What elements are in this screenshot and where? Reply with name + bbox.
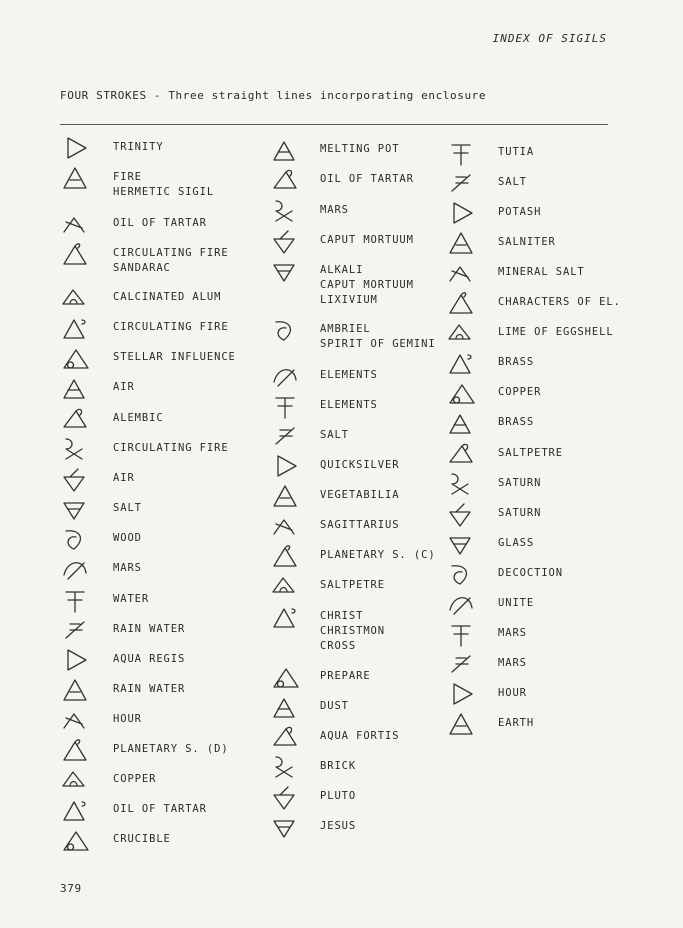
sigil-label: CRUCIBLE xyxy=(113,833,171,845)
sigil-label: CHRIST xyxy=(320,610,364,622)
sigil-entry xyxy=(498,145,534,160)
salt-sigil-icon xyxy=(270,422,300,452)
sigil-label: COPPER xyxy=(498,386,542,398)
sigil-entry xyxy=(113,290,221,305)
sigil-entry xyxy=(113,742,229,757)
sigil-entry xyxy=(498,175,527,190)
sigil-label: OIL OF TARTAR xyxy=(113,217,207,229)
sigil-label: LIXIVIUM xyxy=(320,294,378,306)
sigil-entry xyxy=(113,380,135,395)
water-sigil-icon xyxy=(60,586,90,616)
sigil-label: PLANETARY S. (D) xyxy=(113,743,229,755)
sigil-label: PLANETARY S. (C) xyxy=(320,549,436,561)
salt-sigil-icon xyxy=(60,495,90,525)
sigil-label: AMBRIEL xyxy=(320,323,371,335)
sigil-label: CIRCULATING FIRE xyxy=(113,442,229,454)
sigil-label: CHRISTMON xyxy=(320,625,385,637)
sigil-label: EARTH xyxy=(498,717,535,729)
unite-sigil-icon xyxy=(446,590,476,620)
sigil-label: QUICKSILVER xyxy=(320,459,400,471)
sigil-label: ELEMENTS xyxy=(320,369,378,381)
sigil-label: TRINITY xyxy=(113,141,164,153)
sigil-label: CHARACTERS OF EL. xyxy=(498,296,621,308)
sigil-entry xyxy=(320,699,349,714)
sigil-label: SPIRIT OF GEMINI xyxy=(320,338,436,350)
sigil-entry xyxy=(498,415,534,430)
circulating-fire-sigil-icon xyxy=(60,314,90,344)
sigil-label: STELLAR INFLUENCE xyxy=(113,351,236,363)
sagittarius-sigil-icon xyxy=(270,512,300,542)
saturn-sigil-icon xyxy=(446,470,476,500)
sigil-entry xyxy=(113,246,229,276)
sigil-label: CAPUT MORTUUM xyxy=(320,234,414,246)
sigil-entry xyxy=(498,626,527,641)
salt-sigil-icon xyxy=(446,169,476,199)
sigil-label: AQUA REGIS xyxy=(113,653,186,665)
decoction-sigil-icon xyxy=(446,560,476,590)
vegetabilia-sigil-icon xyxy=(270,482,300,512)
crucible-sigil-icon xyxy=(60,826,90,856)
mineral-salt-sigil-icon xyxy=(446,259,476,289)
sigil-label: JESUS xyxy=(320,820,357,832)
salniter-sigil-icon xyxy=(446,229,476,259)
sigil-label: AIR xyxy=(113,381,135,393)
sigil-label: MARS xyxy=(320,204,349,216)
sigil-entry xyxy=(320,142,399,157)
jesus-sigil-icon xyxy=(270,813,300,843)
sigil-entry xyxy=(320,518,399,533)
caput-mortuum-sigil-icon xyxy=(270,227,300,257)
stellar-influence-sigil-icon xyxy=(60,344,90,374)
sigil-entry xyxy=(113,350,236,365)
saltpetre-sigil-icon xyxy=(270,572,300,602)
sigil-label: WOOD xyxy=(113,532,142,544)
sigil-label: SALT xyxy=(113,502,142,514)
sigil-entry xyxy=(113,471,135,486)
sigil-entry xyxy=(113,561,142,576)
sigil-label: WATER xyxy=(113,593,150,605)
sigil-label: AIR xyxy=(113,472,135,484)
sigil-label: BRICK xyxy=(320,760,357,772)
sigil-entry xyxy=(498,205,541,220)
ambriel-sigil-icon xyxy=(270,316,300,346)
sigil-entry xyxy=(113,832,171,847)
circulating-fire-sigil-icon xyxy=(60,435,90,465)
sigil-entry xyxy=(113,216,207,231)
sigil-label: MELTING POT xyxy=(320,143,400,155)
sigil-entry xyxy=(113,682,185,697)
copper-sigil-icon xyxy=(60,766,90,796)
aqua-fortis-sigil-icon xyxy=(270,723,300,753)
sigil-entry xyxy=(113,501,142,516)
sigil-label: BRASS xyxy=(498,356,535,368)
sigil-label: SALT xyxy=(320,429,349,441)
sigil-entry xyxy=(320,488,399,503)
sigil-label: SALT xyxy=(498,176,527,188)
sigil-entry xyxy=(498,476,541,491)
christ-cross-sigil-icon xyxy=(270,603,300,633)
sigil-entry xyxy=(498,265,585,280)
page-number: 379 xyxy=(60,882,82,895)
sigil-label: POTASH xyxy=(498,206,542,218)
sigil-entry xyxy=(320,458,399,473)
alembic-sigil-icon xyxy=(60,405,90,435)
sigil-entry xyxy=(498,566,563,581)
sigil-entry xyxy=(498,235,556,250)
rain-water-sigil-icon xyxy=(60,616,90,646)
sigil-entry xyxy=(320,578,385,593)
earth-sigil-icon xyxy=(446,710,476,740)
saturn-sigil-icon xyxy=(446,500,476,530)
sigil-entry xyxy=(498,656,527,671)
sigil-entry xyxy=(320,819,356,834)
glass-sigil-icon xyxy=(446,530,476,560)
planetary-sigil-icon xyxy=(270,542,300,572)
sigil-label: SAGITTARIUS xyxy=(320,519,400,531)
brass-sigil-icon xyxy=(446,409,476,439)
sigil-label: MINERAL SALT xyxy=(498,266,585,278)
sigil-entry xyxy=(113,652,185,667)
saltpetre-sigil-icon xyxy=(446,440,476,470)
sigil-entry xyxy=(498,385,541,400)
sigil-entry xyxy=(320,729,399,744)
sigil-entry xyxy=(320,322,436,352)
quicksilver-sigil-icon xyxy=(270,452,300,482)
sigil-entry xyxy=(320,789,356,804)
sigil-label: SATURN xyxy=(498,507,542,519)
sigil-entry xyxy=(113,411,164,426)
sigil-label: CROSS xyxy=(320,640,357,652)
air-sigil-icon xyxy=(60,465,90,495)
copper-sigil-icon xyxy=(446,379,476,409)
air-sigil-icon xyxy=(60,374,90,404)
calcinated-alum-sigil-icon xyxy=(60,284,90,314)
tutia-sigil-icon xyxy=(446,139,476,169)
sigil-label: HOUR xyxy=(498,687,527,699)
aqua-regis-sigil-icon xyxy=(60,646,90,676)
lime-sigil-icon xyxy=(446,319,476,349)
sigil-label: DUST xyxy=(320,700,349,712)
sigil-label: HERMETIC SIGIL xyxy=(113,186,215,198)
sigil-entry xyxy=(320,548,436,563)
sigil-label: MARS xyxy=(498,627,527,639)
sigil-entry xyxy=(113,320,229,335)
sigil-entry xyxy=(113,592,149,607)
sigil-label: DECOCTION xyxy=(498,567,563,579)
prepare-sigil-icon xyxy=(270,663,300,693)
mars-sigil-icon xyxy=(60,555,90,585)
hour-sigil-icon xyxy=(60,706,90,736)
planetary-sigil-icon xyxy=(60,736,90,766)
sigil-entry xyxy=(320,398,378,413)
page-header: INDEX OF SIGILS xyxy=(492,32,607,45)
potash-sigil-icon xyxy=(446,199,476,229)
sigil-entry xyxy=(320,203,349,218)
sigil-label: PREPARE xyxy=(320,670,371,682)
sigil-label: HOUR xyxy=(113,713,142,725)
sigil-label: SANDARAC xyxy=(113,262,171,274)
sigil-entry xyxy=(320,368,378,383)
sigil-entry xyxy=(113,531,142,546)
trinity-sigil-icon xyxy=(60,134,90,164)
sigil-label: ELEMENTS xyxy=(320,399,378,411)
sigil-entry xyxy=(113,622,185,637)
elements-sigil-icon xyxy=(270,392,300,422)
sigil-label: RAIN WATER xyxy=(113,623,186,635)
sigil-label: ALKALI xyxy=(320,264,364,276)
sigil-label: COPPER xyxy=(113,773,157,785)
sigil-entry xyxy=(320,263,414,308)
sigil-entry xyxy=(320,669,371,684)
sigil-label: FIRE xyxy=(113,171,142,183)
alkali-sigil-icon xyxy=(270,257,300,287)
sigil-entry xyxy=(113,170,214,200)
sigil-entry xyxy=(498,686,527,701)
sigil-entry xyxy=(498,596,534,611)
sigil-label: CAPUT MORTUUM xyxy=(320,279,414,291)
brick-sigil-icon xyxy=(270,753,300,783)
sigil-entry xyxy=(113,772,156,787)
sigil-label: MARS xyxy=(113,562,142,574)
sigil-entry xyxy=(113,441,229,456)
oil-of-tartar-sigil-icon xyxy=(270,166,300,196)
sigil-entry xyxy=(320,428,349,443)
circulating-fire-sigil-icon xyxy=(60,240,90,270)
sigil-label: ALEMBIC xyxy=(113,412,164,424)
sigil-label: CALCINATED ALUM xyxy=(113,291,222,303)
sigil-label: TUTIA xyxy=(498,146,535,158)
sigil-label: SALTPETRE xyxy=(498,447,563,459)
melting-pot-sigil-icon xyxy=(270,136,300,166)
dust-sigil-icon xyxy=(270,693,300,723)
oil-of-tartar-sigil-icon xyxy=(60,796,90,826)
sigil-entry xyxy=(320,609,385,654)
sigil-label: CIRCULATING FIRE xyxy=(113,321,229,333)
sigil-label: RAIN WATER xyxy=(113,683,186,695)
triangle-fire-sigil-icon xyxy=(60,164,90,194)
sigil-label: SATURN xyxy=(498,477,542,489)
brass-sigil-icon xyxy=(446,349,476,379)
sigil-label: BRASS xyxy=(498,416,535,428)
sigil-entry xyxy=(498,325,614,340)
mars-sigil-icon xyxy=(446,620,476,650)
mars-sigil-icon xyxy=(270,197,300,227)
sigil-label: OIL OF TARTAR xyxy=(320,173,414,185)
sigil-label: LIME OF EGGSHELL xyxy=(498,326,614,338)
mars-sigil-icon xyxy=(446,650,476,680)
sigil-label: PLUTO xyxy=(320,790,357,802)
sigil-label: GLASS xyxy=(498,537,535,549)
sigil-entry xyxy=(498,355,534,370)
sigil-entry xyxy=(113,712,142,727)
sigil-entry xyxy=(498,716,534,731)
sigil-entry xyxy=(320,172,414,187)
sigil-label: MARS xyxy=(498,657,527,669)
sigil-entry xyxy=(113,140,164,155)
elements-sigil-icon xyxy=(270,362,300,392)
hour-sigil-icon xyxy=(446,680,476,710)
sigil-entry xyxy=(320,233,414,248)
rain-water-sigil-icon xyxy=(60,676,90,706)
sigil-label: OIL OF TARTAR xyxy=(113,803,207,815)
sigil-entry xyxy=(320,759,356,774)
pluto-sigil-icon xyxy=(270,783,300,813)
section-subtitle: FOUR STROKES - Three straight lines incorporating enclosure xyxy=(60,89,487,102)
sigil-label: UNITE xyxy=(498,597,535,609)
oil-of-tartar-sigil-icon xyxy=(60,210,90,240)
wood-sigil-icon xyxy=(60,525,90,555)
sigil-label: SALTPETRE xyxy=(320,579,385,591)
sigil-label: AQUA FORTIS xyxy=(320,730,400,742)
characters-sigil-icon xyxy=(446,289,476,319)
sigil-label: VEGETABILIA xyxy=(320,489,400,501)
sigil-entry xyxy=(113,802,207,817)
sigil-label: SALNITER xyxy=(498,236,556,248)
divider-rule xyxy=(60,124,608,125)
sigil-entry xyxy=(498,295,621,310)
sigil-entry xyxy=(498,536,534,551)
sigil-entry xyxy=(498,506,541,521)
sigil-entry xyxy=(498,446,563,461)
sigil-label: CIRCULATING FIRE xyxy=(113,247,229,259)
